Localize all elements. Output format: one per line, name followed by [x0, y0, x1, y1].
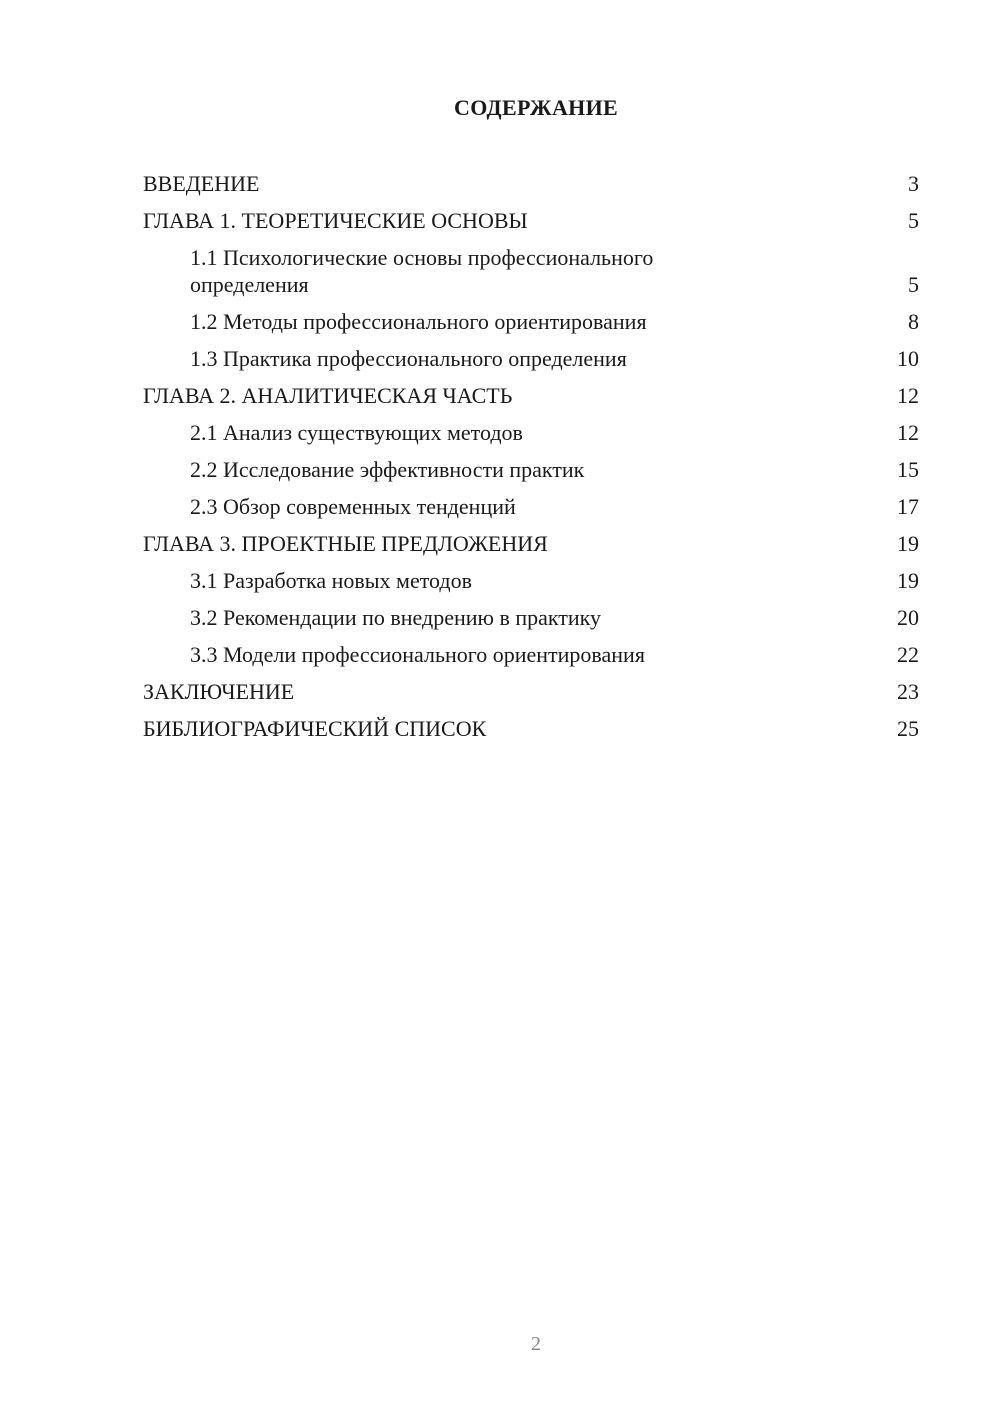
toc-entry — [143, 303, 919, 340]
toc-entry — [143, 239, 919, 303]
toc-entry-page: 23 — [897, 679, 919, 704]
toc-entry-label: 1.3 Практика профессионального определения — [190, 346, 627, 371]
toc-entry — [143, 451, 919, 488]
toc-entry-label: 1.1 Психологические основы профессионального определения — [190, 245, 654, 297]
toc-entry — [143, 488, 919, 525]
toc-entry-label: ГЛАВА 3. ПРОЕКТНЫЕ ПРЕДЛОЖЕНИЯ — [143, 531, 548, 556]
toc-entry — [143, 525, 919, 562]
toc-entry-page: 5 — [908, 208, 919, 233]
table-of-contents — [143, 165, 919, 747]
toc-entry-page: 10 — [897, 346, 919, 371]
toc-entry-page: 22 — [897, 642, 919, 667]
toc-entry-label: 2.1 Анализ существующих методов — [190, 420, 523, 445]
toc-entry-page: 12 — [897, 383, 919, 408]
toc-entry-page: 25 — [897, 716, 919, 741]
toc-entry-label: 2.2 Исследование эффективности практик — [190, 457, 585, 482]
toc-entry — [143, 710, 919, 747]
toc-entry — [143, 340, 919, 377]
toc-entry-page: 8 — [908, 309, 919, 334]
toc-entry-label: ЗАКЛЮЧЕНИЕ — [143, 679, 295, 704]
toc-entry-page: 19 — [897, 531, 919, 556]
toc-entry-label: 3.1 Разработка новых методов — [190, 568, 472, 593]
page-title: СОДЕРЖАНИЕ — [454, 95, 618, 120]
toc-entry — [143, 599, 919, 636]
toc-entry-label: ГЛАВА 1. ТЕОРЕТИЧЕСКИЕ ОСНОВЫ — [143, 208, 528, 233]
toc-entry-page: 5 — [908, 272, 919, 297]
toc-entry — [143, 673, 919, 710]
toc-entry — [143, 165, 919, 202]
toc-entry — [143, 414, 919, 451]
page-number: 2 — [531, 1333, 541, 1355]
toc-entry — [143, 202, 919, 239]
toc-entry-label: БИБЛИОГРАФИЧЕСКИЙ СПИСОК — [143, 716, 487, 741]
toc-entry — [143, 562, 919, 599]
toc-entry — [143, 377, 919, 414]
toc-entry-page: 12 — [897, 420, 919, 445]
toc-entry-label: 3.3 Модели профессионального ориентирования — [190, 642, 645, 667]
toc-entry — [143, 636, 919, 673]
toc-entry-page: 17 — [897, 494, 919, 519]
toc-entry-label: ВВЕДЕНИЕ — [143, 171, 260, 196]
toc-entry-label: 1.2 Методы профессионального ориентирования — [190, 309, 647, 334]
toc-entry-page: 19 — [897, 568, 919, 593]
toc-entry-page: 3 — [908, 171, 919, 196]
toc-entry-label: ГЛАВА 2. АНАЛИТИЧЕСКАЯ ЧАСТЬ — [143, 383, 513, 408]
toc-entry-label: 3.2 Рекомендации по внедрению в практику — [190, 605, 602, 630]
toc-entry-page: 15 — [897, 457, 919, 482]
toc-entry-label: 2.3 Обзор современных тенденций — [190, 494, 516, 519]
toc-entry-page: 20 — [897, 605, 919, 630]
